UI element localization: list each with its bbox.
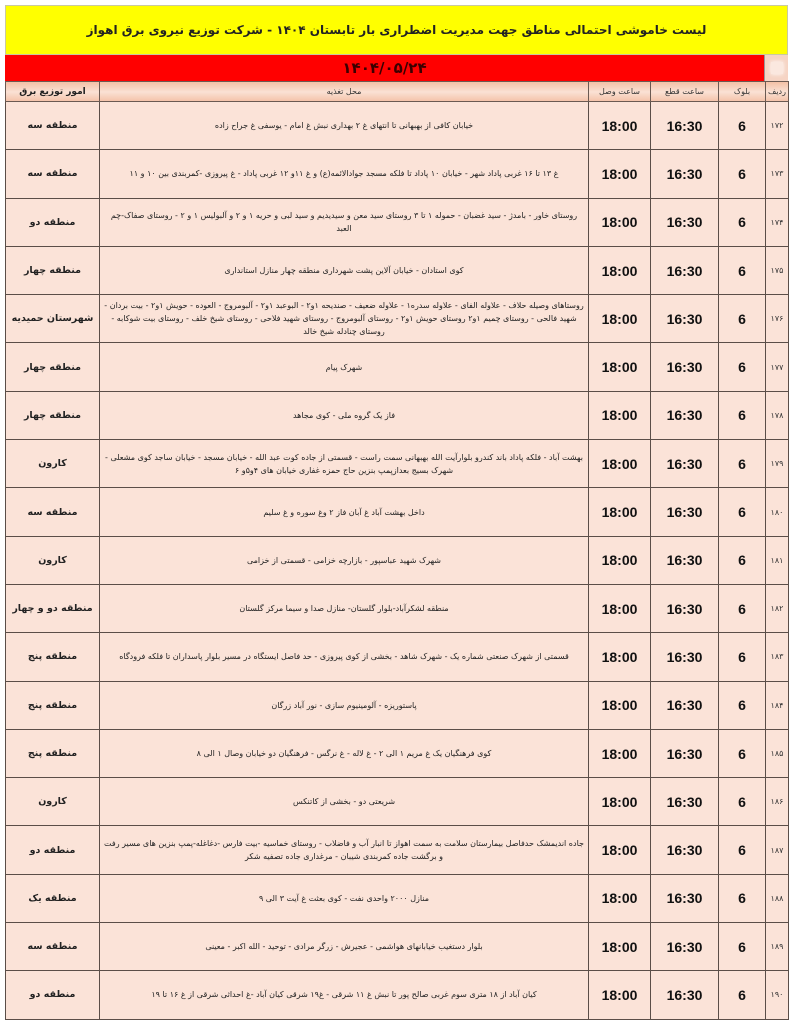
distribution-region: منطقه سه [6,150,100,198]
reconnect-time: 18:00 [589,778,651,826]
location-description: بلوار دستغیب خیابانهای هواشمی - عجیرش - زرگر مرادی - توحید - الله اکبر - معینی [100,923,589,971]
distribution-region: منطقه دو [6,826,100,874]
header-cut-time: ساعت قطع [651,82,719,102]
block-number: 6 [719,971,766,1019]
row-number: ۱۸۳ [766,633,789,681]
distribution-region: کارون [6,778,100,826]
row-number: ۱۹۰ [766,971,789,1019]
distribution-region: منطقه چهار [6,343,100,391]
cut-time: 16:30 [651,440,719,488]
reconnect-time: 18:00 [589,488,651,536]
row-number: ۱۸۷ [766,826,789,874]
row-number: ۱۷۸ [766,391,789,439]
reconnect-time: 18:00 [589,681,651,729]
table-row [6,681,789,729]
location-description: روستای خاور - بامدژ - سید غضبان - حموله ۱ تا ۳ روستای سید معن و سیدیدیم و سید لبی و حریه ۱ و ۲ و آلبولیس ۱ و ۲ - روستای صفاک-چم العبد [100,198,589,246]
reconnect-time: 18:00 [589,198,651,246]
reconnect-time: 18:00 [589,102,651,150]
table-body [6,102,789,1020]
row-number: ۱۷۵ [766,246,789,294]
distribution-region: منطقه دو [6,198,100,246]
table-row [6,102,789,150]
cut-time: 16:30 [651,102,719,150]
distribution-region: منطقه سه [6,102,100,150]
date-bar [5,55,788,81]
location-description: منطقه لشکرآباد-بلوار گلستان- منازل صدا و سیما مرکز گلستان [100,584,589,632]
block-number: 6 [719,391,766,439]
reconnect-time: 18:00 [589,246,651,294]
cut-time: 16:30 [651,584,719,632]
reconnect-time: 18:00 [589,633,651,681]
row-number: ۱۸۴ [766,681,789,729]
row-number: ۱۷۶ [766,295,789,343]
row-number: ۱۸۶ [766,778,789,826]
cut-time: 16:30 [651,874,719,922]
row-number: ۱۷۴ [766,198,789,246]
location-description: داخل بهشت آباد غ آبان فاز ۲ وغ سوره و غ سلیم [100,488,589,536]
distribution-region: منطقه سه [6,488,100,536]
location-description: فاز یک گروه ملی - کوی مجاهد [100,391,589,439]
location-description: جاده اندیمشک حدفاصل بیمارستان سلامت به سمت اهواز تا انبار آب و فاضلاب - روستای خماسیه -بیت فارس -دغاغله-پمپ بنزین های مسیر رفت و برگشت جاده کمربندی شیبان - مرغداری جاده تصفیه شکر [100,826,589,874]
table-row [6,391,789,439]
location-description: شهرک پیام [100,343,589,391]
header-region: امور توزیع برق [6,82,100,102]
cut-time: 16:30 [651,295,719,343]
location-description: کوی استادان - خیابان آلاین پشت شهرداری منطقه چهار منازل استانداری [100,246,589,294]
distribution-region: منطقه دو [6,971,100,1019]
distribution-region: منطقه چهار [6,246,100,294]
block-number: 6 [719,729,766,777]
distribution-region: منطقه یک [6,874,100,922]
distribution-region: منطقه دو و چهار [6,584,100,632]
block-number: 6 [719,874,766,922]
row-number: ۱۸۹ [766,923,789,971]
cut-time: 16:30 [651,778,719,826]
block-number: 6 [719,102,766,150]
row-number: ۱۸۸ [766,874,789,922]
distribution-region: منطقه پنج [6,681,100,729]
cut-time: 16:30 [651,536,719,584]
table-row [6,536,789,584]
header-location: محل تغذیه [100,82,589,102]
block-number: 6 [719,681,766,729]
reconnect-time: 18:00 [589,729,651,777]
row-number: ۱۸۱ [766,536,789,584]
row-number: ۱۸۲ [766,584,789,632]
location-description: منازل ۲۰۰۰ واحدی نفت - کوی بعثت غ آیت ۳ الی ۹ [100,874,589,922]
cut-time: 16:30 [651,826,719,874]
table-row [6,150,789,198]
cut-time: 16:30 [651,971,719,1019]
reconnect-time: 18:00 [589,150,651,198]
row-number: ۱۷۹ [766,440,789,488]
reconnect-time: 18:00 [589,923,651,971]
outage-schedule-sheet [5,5,788,1020]
reconnect-time: 18:00 [589,826,651,874]
block-number: 6 [719,488,766,536]
row-number: ۱۷۲ [766,102,789,150]
table-row [6,488,789,536]
location-description: شریعتی دو - بخشی از کاتنکس [100,778,589,826]
cut-time: 16:30 [651,681,719,729]
location-description: کوی فرهنگیان یک غ مریم ۱ الی ۲ - غ لاله - غ نرگس - فرهنگیان دو خیابان وصال ۱ الی ۸ [100,729,589,777]
table-row [6,343,789,391]
reconnect-time: 18:00 [589,295,651,343]
location-description: خیابان کافی از بهبهانی تا انتهای غ ۲ بهداری نبش غ امام - یوسفی غ جراح زاده [100,102,589,150]
distribution-region: کارون [6,440,100,488]
distribution-region: منطقه چهار [6,391,100,439]
table-row [6,826,789,874]
reconnect-time: 18:00 [589,536,651,584]
table-row [6,874,789,922]
reconnect-time: 18:00 [589,440,651,488]
reconnect-time: 18:00 [589,343,651,391]
distribution-region: منطقه پنج [6,729,100,777]
table-row [6,729,789,777]
row-number: ۱۸۰ [766,488,789,536]
header-row-no: ردیف [766,82,789,102]
location-description: روستاهای وصیله حلاف - علاوله الفای - علاوله سدره۱ - علاوله ضعیف - صندیحه ۱و۲ - البوعبد ۱و۲ - آلبومروج - العوده - حویش ۱و۲ - بیت بردان - شهید فالحی - روستای چمیم ۱و۲ روستای حویش ۱و۲ - روستای آلبومروج - روستای شهید فلاحی - روستای شیخ خلف - روستای بیت شوکابه - روستای چنادله شیخ خالد [100,295,589,343]
outage-table [5,81,789,1020]
block-number: 6 [719,778,766,826]
table-header-row [6,82,789,102]
table-row [6,295,789,343]
cut-time: 16:30 [651,391,719,439]
row-number: ۱۷۳ [766,150,789,198]
table-row [6,584,789,632]
location-description: پاستوریزه - آلومینیوم سازی - نور آباد زرگان [100,681,589,729]
corner-square-icon [771,62,783,74]
sheet-title: لیست خاموشی احتمالی مناطق جهت مدیریت اضطراری بار تابستان ۱۴۰۴ - شرکت توزیع نیروی برق اهواز [5,5,788,55]
reconnect-time: 18:00 [589,874,651,922]
table-row [6,198,789,246]
block-number: 6 [719,633,766,681]
block-number: 6 [719,246,766,294]
distribution-region: منطقه سه [6,923,100,971]
cut-time: 16:30 [651,198,719,246]
reconnect-time: 18:00 [589,584,651,632]
table-row [6,440,789,488]
location-description: بهشت آباد - فلکه پاداد باند کندرو بلوارآیت الله بهبهانی سمت راست - قسمتی از جاده کوت عبد الله - خیابان مسجد - خیابان ساجد کوی مشعلی - شهرک بسیج بعدازپمپ بنزین حاج حمزه غفاری خیابان های ۴و۵و ۶ [100,440,589,488]
block-number: 6 [719,343,766,391]
header-block: بلوک [719,82,766,102]
table-row [6,246,789,294]
block-number: 6 [719,584,766,632]
corner-cell [764,55,788,81]
table-row [6,633,789,681]
block-number: 6 [719,150,766,198]
cut-time: 16:30 [651,633,719,681]
table-row [6,971,789,1019]
cut-time: 16:30 [651,246,719,294]
schedule-date: ۱۴۰۴/۰۵/۲۴ [5,55,764,81]
reconnect-time: 18:00 [589,391,651,439]
cut-time: 16:30 [651,488,719,536]
distribution-region: منطقه پنج [6,633,100,681]
row-number: ۱۸۵ [766,729,789,777]
row-number: ۱۷۷ [766,343,789,391]
reconnect-time: 18:00 [589,971,651,1019]
location-description: قسمتی از شهرک صنعتی شماره یک - شهرک شاهد - بخشی از کوی پیروزی - حد فاصل ایستگاه در مسیر بلوار پاسداران تا فلکه فرودگاه [100,633,589,681]
location-description: کیان آباد از ۱۸ متری سوم غربی صالح پور تا نبش غ ۱۱ شرقی - غ۱۹ شرقی کیان آباد -غ احداثی شرقی از غ ۱۶ تا ۱۹ [100,971,589,1019]
table-row [6,778,789,826]
block-number: 6 [719,826,766,874]
block-number: 6 [719,440,766,488]
location-description: غ ۱۳ تا ۱۶ غربی پاداد شهر - خیابان ۱۰ پاداد تا فلکه مسجد جوادالائمه(ع) و غ ۱۱و ۱۲ غربی پاداد - غ پیروزی -کمربندی بین ۱۰ و ۱۱ [100,150,589,198]
cut-time: 16:30 [651,343,719,391]
cut-time: 16:30 [651,923,719,971]
block-number: 6 [719,198,766,246]
distribution-region: شهرستان حمیدیه [6,295,100,343]
cut-time: 16:30 [651,729,719,777]
block-number: 6 [719,536,766,584]
header-reconnect-time: ساعت وصل [589,82,651,102]
distribution-region: کارون [6,536,100,584]
cut-time: 16:30 [651,150,719,198]
block-number: 6 [719,295,766,343]
location-description: شهرک شهید عباسپور - بازارچه خزامی - قسمتی از خزامی [100,536,589,584]
block-number: 6 [719,923,766,971]
table-row [6,923,789,971]
